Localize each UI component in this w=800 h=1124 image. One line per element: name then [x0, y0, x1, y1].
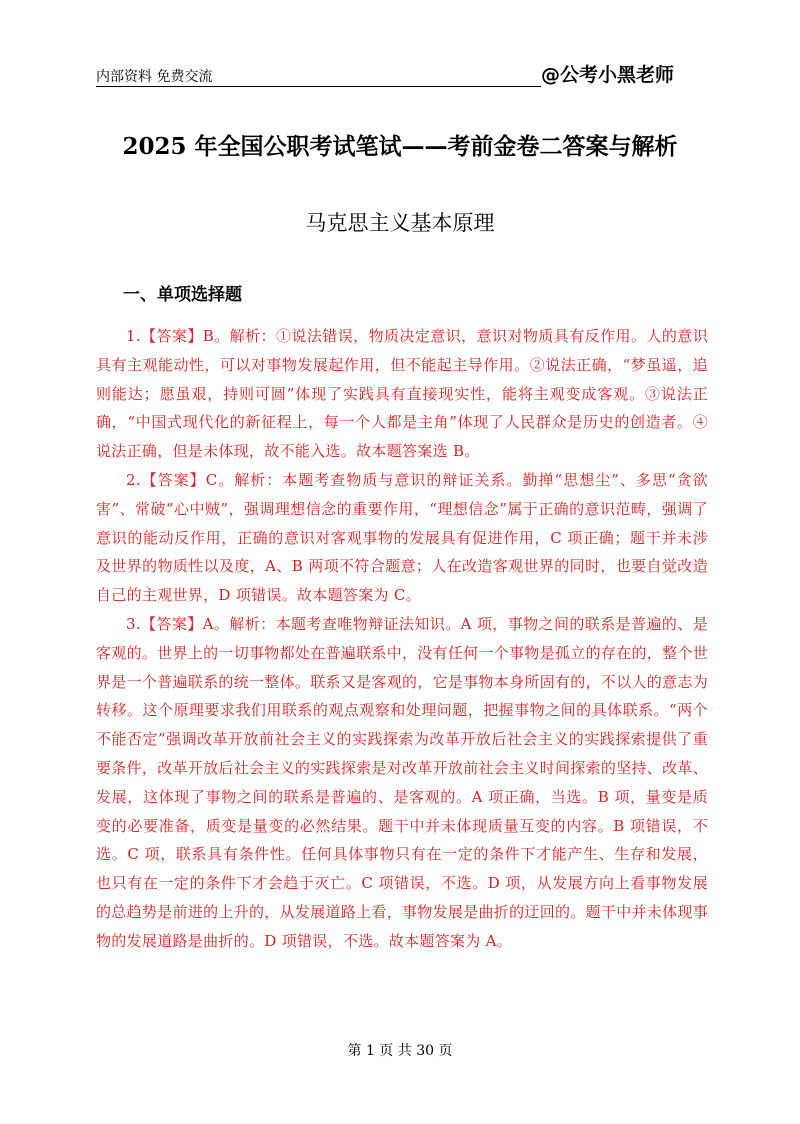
header-rule	[96, 86, 541, 87]
answer-paragraph-1: 1.【答案】B。解析：①说法错误，物质决定意识，意识对物质具有反作用。人的意识具有主观能动性，可以对事物发展起作用，但不能起主导作用。②说法正确，“梦虽遥，追则能达；愿虽艰，持则可圆”体现了实践具有直接现实性，能将主观变成客观。③说法正确，“中国式现代化的新征程上，每一个人都是主角”体现了人民群众是历史的创造者。④说法正确，但是未体现，故不能入选。故本题答案选 B。	[96, 327, 708, 461]
document-title: 2025 年全国公职考试笔试——考前金卷二答案与解析	[122, 133, 678, 160]
page-number: 第 1 页 共 30 页	[347, 1043, 453, 1059]
section-heading: 一、单项选择题	[123, 285, 242, 305]
answer-list	[96, 322, 708, 956]
answer-paragraph-2: 2.【答案】C。解析：本题考查物质与意识的辩证关系。勤掸“思想尘”、多思“贪欲害”、常破“心中贼”，强调理想信念的重要作用，“理想信念”属于正确的意识范畴，强调了意识的能动反作用，正确的意识对客观事物的发展具有促进作用，C 项正确；题干并未涉及世界的物质性以及度，A、B 两项不符合题意；人在改造客观世界的同时，也要自觉改造自己的主观世界，D 项错误。故本题答案为 C。	[96, 470, 708, 605]
header-author: @公考小黑老师	[541, 64, 675, 86]
answer-paragraph-3: 3.【答案】A。解析：本题考查唯物辩证法知识。A 项，事物之间的联系是普遍的、是客观的。世界上的一切事物都处在普遍联系中，没有任何一个事物是孤立的存在的，整个世界是一个普遍联系的统一整体。联系又是客观的，它是事物本身所固有的，不以人的意志为转移。这个原理要求我们用联系的观点观察和处理问题，把握事物之间的具体联系。“两个不能否定”强调改革开放前社会主义的实践探索为改革开放后社会主义的实践探索提供了重要条件，改革开放后社会主义的实践探索是对改革开放前社会主义时间探索的坚持、改革、发展，这体现了事物之间的联系是普遍的、是客观的。A 项正确，当选。B 项，量变是质变的必要准备，质变是量变的必然结果。题干中并未体现质量互变的内容。B 项错误，不选。C 项，联系具有条件性。任何具体事物只有在一定的条件下才能产生、生存和发展，也只有在一定的条件下才会趋于灭亡。C 项错误，不选。D 项，从发展方向上看事物发展的总趋势是前进的上升的，从发展道路上看，事物发展是曲折的迂回的。题干中并未体现事物的发展道路是曲折的。D 项错误，不选。故本题答案为 A。	[96, 614, 709, 950]
header-left-text: 内部资料 免费交流	[96, 69, 213, 85]
subject-heading: 马克思主义基本原理	[305, 211, 495, 235]
